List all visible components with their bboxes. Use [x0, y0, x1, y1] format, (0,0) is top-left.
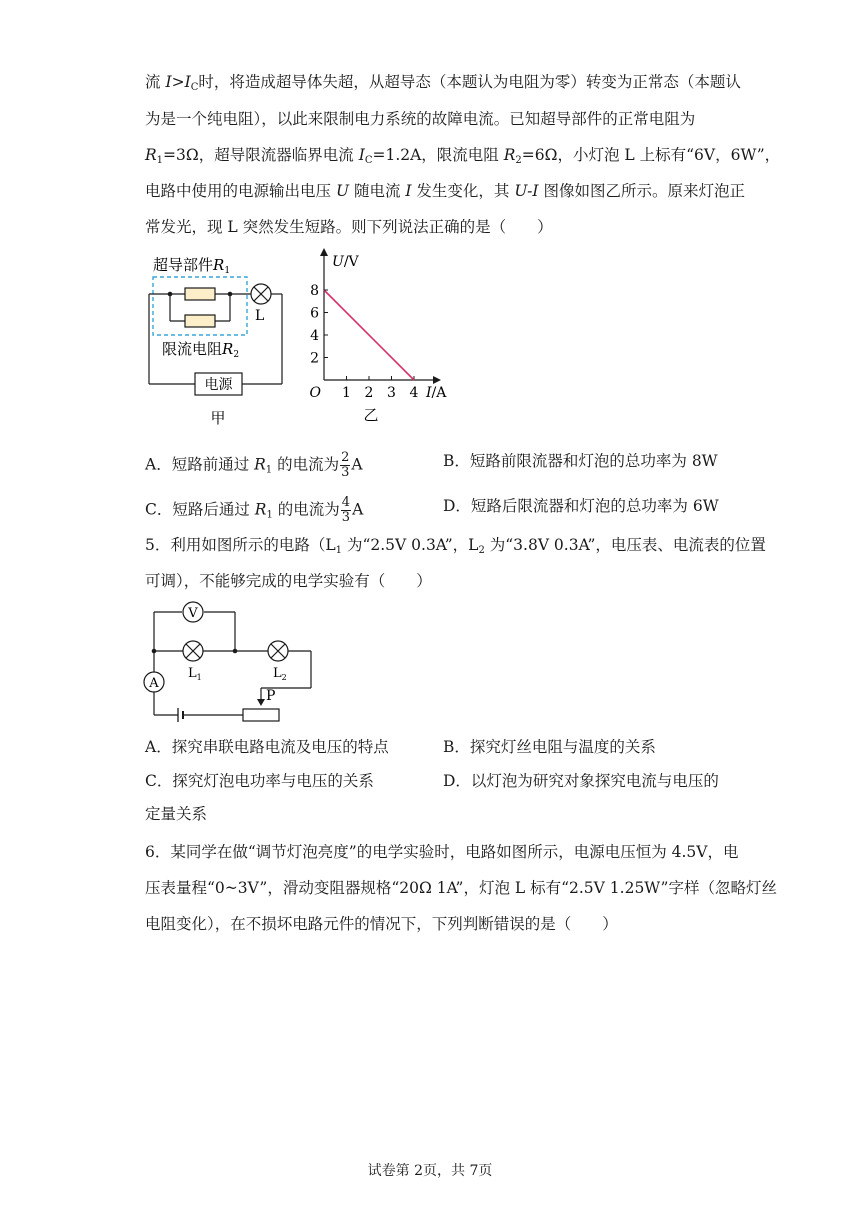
page-footer: 试卷第 2页，共 7页 — [367, 1163, 493, 1179]
y-tick-label: 4 — [310, 328, 319, 344]
q5-line-2: 可调），不能够完成的电学实验有（ ） — [145, 572, 432, 590]
x-axis-arrow-icon — [433, 376, 441, 384]
x-axis-label: I/A — [426, 385, 447, 401]
ui-series-line — [324, 290, 414, 380]
label-lamp-l: L — [255, 308, 265, 324]
svg-text:A: A — [149, 676, 159, 691]
y-tick-label: 2 — [310, 350, 319, 367]
battery-icon — [178, 708, 183, 722]
q4-option-d[interactable]: D．短路后限流器和灯泡的总功率为 6W — [443, 497, 719, 515]
y-axis-label: U/V — [332, 254, 359, 270]
q5-line-1: 5．利用如图所示的电路（$L_1$ 为“2.5V 0.3A”，$L_2$ 为“3.8V 0.3A”，电压表、电流表的位置 — [145, 536, 766, 556]
x-tick-label: 4 — [409, 385, 419, 401]
lamp-l-icon — [251, 284, 271, 304]
fraction-two-thirds: $\frac{2}{3}$ — [341, 450, 350, 480]
q4-option-a[interactable]: A．短路前通过 $R_1$ 的电流为 $\frac{2}{3}$ A — [145, 450, 363, 480]
caption-yi: 乙 — [363, 406, 379, 424]
q5-option-d[interactable]: D．以灯泡为研究对象探究电流与电压的 — [443, 772, 719, 790]
label-superconductor: 超导部件$R_1$ — [153, 256, 231, 276]
x-tick-label: 3 — [387, 385, 396, 401]
q5-option-d-continued: 定量关系 — [145, 805, 208, 823]
y-tick-label: 8 — [310, 283, 319, 299]
rheostat — [243, 709, 279, 721]
q5-option-a[interactable]: A．探究串联电路电流及电压的特点 — [145, 738, 389, 756]
caption-jia: 甲 — [210, 409, 226, 427]
lamp-l2-icon — [268, 641, 288, 661]
ammeter-icon — [144, 672, 164, 692]
figure-jia-circuit — [140, 248, 300, 433]
slider-pointer-icon — [257, 699, 265, 706]
q5-option-b[interactable]: B．探究灯丝电阻与温度的关系 — [443, 738, 656, 756]
label-limit-resistor: 限流电阻$R_2$ — [162, 340, 240, 360]
q4-line-3: $R_1=3\Omega$，超导限流器临界电流 $I_C=1.2A$，限流电阻 $R_2=6\Omega$，小灯泡 L 上标有“6V，6W”， — [145, 146, 781, 166]
q4-line-2: 为是一个纯电阻），以此来限制电力系统的故障电流。已知超导部件的正常电阻为 — [145, 110, 696, 128]
q4-line-5: 常发光，现 L 突然发生短路。则下列说法正确的是（ ） — [145, 218, 553, 236]
q4-line-1: 流 $I>I_C$时，将造成超导体失超，从超导态（本题认为电阻为零）转变为正常态（本题认 — [145, 73, 741, 93]
q4-option-c[interactable]: C．短路后通过 $R_1$ 的电流为 $\frac{4}{3}$ A — [145, 495, 364, 525]
svg-text:V: V — [188, 606, 198, 621]
figure-yi-ui-chart — [305, 244, 455, 434]
resistor-r2 — [185, 315, 215, 327]
label-l1: $L_1$ — [188, 666, 202, 682]
resistor-r1 — [185, 288, 215, 300]
figure-q5-circuit — [140, 598, 325, 728]
lamp-l1-icon — [183, 641, 203, 661]
fraction-four-thirds: $\frac{4}{3}$ — [341, 495, 351, 525]
x-tick-label: 2 — [364, 385, 374, 401]
label-l2: $L_2$ — [273, 666, 287, 682]
y-axis-arrow-icon — [320, 248, 328, 256]
q6-line-3: 电阻变化），在不损坏电路元件的情况下，下列判断错误的是（ ） — [145, 915, 618, 933]
y-tick-label: 6 — [310, 305, 319, 322]
q6-line-2: 压表量程“0~3V”，滑动变阻器规格“20Ω 1A”，灯泡 L 标有“2.5V 1.25W”字样（忽略灯丝 — [145, 879, 777, 897]
q6-line-1: 6．某同学在做“调节灯泡亮度”的电学实验时，电路如图所示，电源电压恒为 4.5V，电 — [145, 843, 739, 861]
label-power-source: 电源 — [204, 377, 233, 393]
label-slider-p: P — [266, 688, 276, 704]
q5-option-c[interactable]: C．探究灯泡电功率与电压的关系 — [145, 772, 374, 790]
origin-label: O — [309, 385, 321, 401]
voltmeter-icon — [183, 602, 203, 622]
q4-line-4: 电路中使用的电源输出电压 U 随电流 I 发生变化，其 U-I 图像如图乙所示。原来灯泡正 — [145, 182, 745, 200]
q4-option-b[interactable]: B．短路前限流器和灯泡的总功率为 8W — [443, 452, 718, 470]
x-tick-label: 1 — [342, 385, 351, 401]
